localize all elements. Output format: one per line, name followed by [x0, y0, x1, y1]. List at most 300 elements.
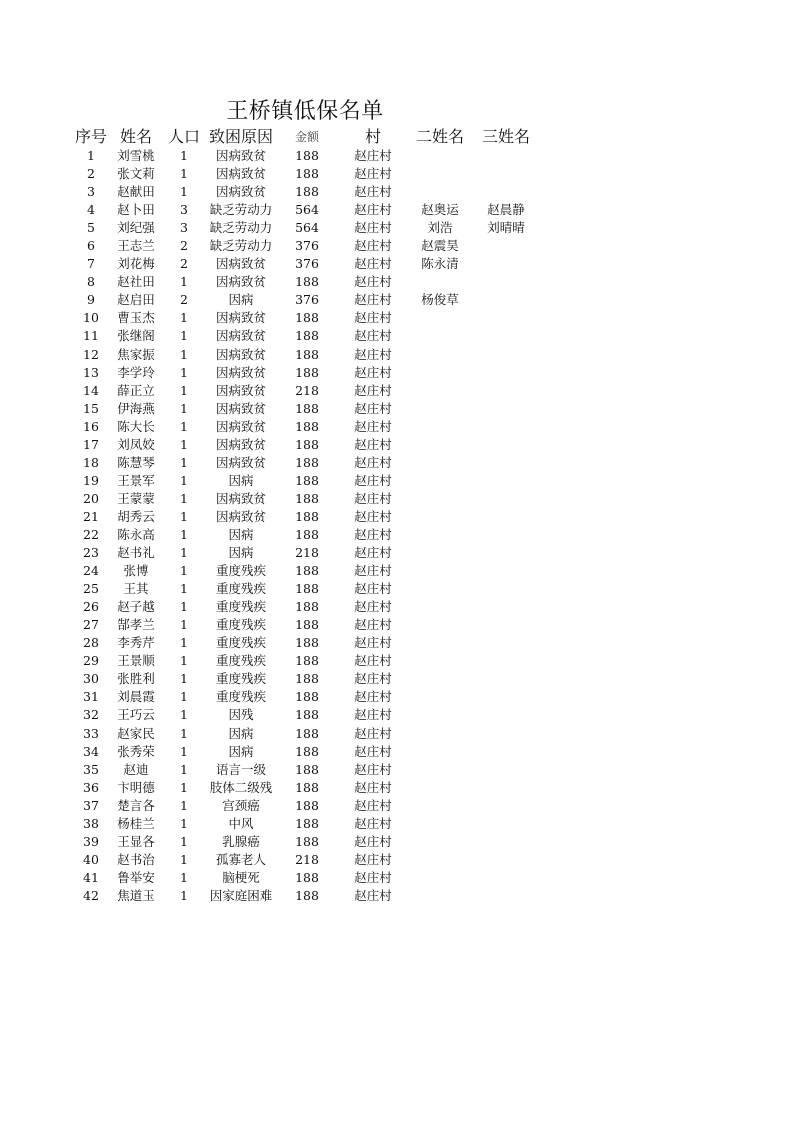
cell-name: 张秀荣	[117, 743, 155, 759]
cell-amount: 188	[295, 581, 319, 597]
cell-no: 17	[83, 436, 99, 452]
cell-no: 10	[83, 310, 99, 326]
cell-amount: 188	[295, 346, 319, 362]
cell-village: 赵庄村	[354, 148, 392, 163]
cell-no: 16	[83, 418, 99, 434]
cell-reason: 中风	[228, 815, 254, 831]
cell-village: 赵庄村	[354, 526, 392, 542]
cell-village: 赵庄村	[354, 238, 392, 254]
cell-no: 38	[83, 815, 99, 831]
cell-amount: 188	[295, 761, 319, 777]
cell-name2: 赵奥运	[421, 202, 459, 218]
cell-amount: 188	[295, 671, 319, 687]
cell-amount: 188	[295, 148, 319, 163]
cell-reason: 因病致贫	[215, 310, 266, 326]
cell-amount: 188	[295, 508, 319, 524]
cell-no: 35	[83, 761, 99, 777]
table-row	[0, 309, 793, 327]
table-row	[0, 327, 793, 345]
cell-amount: 188	[295, 563, 319, 579]
cell-village: 赵庄村	[354, 851, 392, 867]
cell-village: 赵庄村	[354, 472, 392, 488]
table-row	[0, 544, 793, 562]
cell-pop: 1	[180, 797, 188, 813]
cell-amount: 188	[295, 184, 319, 200]
cell-name: 陈永高	[117, 526, 155, 542]
table-row	[0, 670, 793, 688]
cell-name: 卞明德	[117, 779, 155, 795]
cell-pop: 1	[180, 382, 188, 398]
cell-no: 5	[87, 220, 95, 236]
cell-name: 陈大长	[117, 418, 155, 434]
cell-village: 赵庄村	[354, 635, 392, 651]
table-row	[0, 706, 793, 724]
cell-name: 楚言各	[117, 797, 155, 813]
cell-amount: 188	[295, 653, 319, 669]
table-row	[0, 364, 793, 382]
cell-pop: 1	[180, 581, 188, 597]
table-header	[0, 126, 793, 148]
cell-no: 3	[87, 184, 95, 200]
header-amount: 金额	[294, 130, 319, 144]
header-name: 姓名	[119, 127, 152, 146]
cell-name: 张文莉	[117, 166, 155, 182]
header-no: 序号	[74, 127, 107, 146]
header-pop: 人口	[167, 127, 200, 146]
cell-name: 王其	[123, 581, 149, 597]
cell-amount: 188	[295, 310, 319, 326]
cell-amount: 188	[295, 815, 319, 831]
cell-reason: 因病	[228, 743, 254, 759]
cell-name: 李学玲	[117, 364, 155, 380]
cell-amount: 218	[295, 545, 319, 561]
cell-no: 34	[83, 743, 99, 759]
cell-no: 4	[87, 202, 95, 218]
cell-no: 23	[83, 545, 99, 561]
cell-village: 赵庄村	[354, 815, 392, 831]
cell-reason: 重度残疾	[215, 653, 266, 669]
cell-no: 24	[83, 563, 99, 579]
table-row	[0, 346, 793, 364]
cell-pop: 1	[180, 887, 188, 903]
cell-reason: 缺乏劳动力	[209, 220, 273, 236]
table-row	[0, 490, 793, 508]
cell-reason: 因病致贫	[215, 490, 266, 506]
cell-village: 赵庄村	[354, 346, 392, 362]
cell-no: 15	[83, 400, 99, 416]
cell-amount: 188	[295, 689, 319, 705]
cell-name: 胡秀云	[117, 508, 155, 524]
cell-village: 赵庄村	[354, 653, 392, 669]
cell-reason: 因病	[228, 545, 254, 561]
cell-village: 赵庄村	[354, 581, 392, 597]
table-row	[0, 833, 793, 851]
cell-reason: 重度残疾	[215, 671, 266, 687]
table-row	[0, 688, 793, 706]
table-row	[0, 887, 793, 905]
cell-amount: 188	[295, 490, 319, 506]
cell-name: 赵家民	[117, 725, 155, 741]
cell-name: 李秀芹	[117, 635, 155, 651]
cell-pop: 1	[180, 274, 188, 290]
cell-village: 赵庄村	[354, 761, 392, 777]
cell-name: 赵书礼	[117, 545, 155, 561]
cell-village: 赵庄村	[354, 545, 392, 561]
cell-amount: 188	[295, 436, 319, 452]
cell-pop: 1	[180, 599, 188, 615]
cell-name: 张博	[123, 563, 149, 579]
cell-village: 赵庄村	[354, 725, 392, 741]
cell-no: 25	[83, 581, 99, 597]
cell-reason: 语言一级	[215, 761, 266, 777]
cell-village: 赵庄村	[354, 833, 392, 849]
cell-no: 9	[87, 292, 95, 308]
cell-name2: 赵震昊	[421, 238, 459, 254]
cell-amount: 376	[295, 238, 319, 254]
cell-pop: 1	[180, 328, 188, 344]
cell-reason: 因病	[228, 526, 254, 542]
cell-reason: 脑梗死	[222, 869, 260, 885]
cell-no: 40	[83, 851, 99, 867]
cell-village: 赵庄村	[354, 617, 392, 633]
cell-amount: 188	[295, 526, 319, 542]
cell-no: 32	[83, 707, 99, 723]
cell-no: 19	[83, 472, 99, 488]
cell-name: 赵迪	[123, 761, 149, 777]
cell-pop: 1	[180, 671, 188, 687]
table-row	[0, 418, 793, 436]
cell-amount: 188	[295, 328, 319, 344]
cell-name: 王显各	[117, 833, 155, 849]
cell-reason: 因病	[228, 472, 254, 488]
cell-amount: 218	[295, 382, 319, 398]
cell-pop: 3	[180, 202, 188, 218]
table-row	[0, 382, 793, 400]
cell-name: 郜孝兰	[117, 617, 155, 633]
cell-pop: 1	[180, 689, 188, 705]
cell-amount: 188	[295, 454, 319, 470]
cell-amount: 188	[295, 400, 319, 416]
header-reason: 致困原因	[208, 127, 273, 146]
cell-amount: 376	[295, 292, 319, 308]
cell-pop: 1	[180, 869, 188, 885]
cell-pop: 1	[180, 364, 188, 380]
cell-name: 刘花梅	[117, 256, 155, 272]
table-row	[0, 580, 793, 598]
cell-reason: 孤寡老人	[215, 851, 266, 867]
table-row	[0, 472, 793, 490]
cell-amount: 188	[295, 833, 319, 849]
cell-name: 杨桂兰	[117, 815, 155, 831]
cell-reason: 因病致贫	[215, 166, 266, 182]
cell-pop: 1	[180, 617, 188, 633]
cell-amount: 376	[295, 256, 319, 272]
cell-reason: 因病致贫	[215, 400, 266, 416]
cell-reason: 因病致贫	[215, 364, 266, 380]
cell-reason: 重度残疾	[215, 635, 266, 651]
cell-name: 刘晨霞	[117, 689, 155, 705]
cell-reason: 肢体二级残	[209, 779, 273, 795]
table-row	[0, 147, 793, 165]
cell-village: 赵庄村	[354, 563, 392, 579]
cell-amount: 188	[295, 617, 319, 633]
table-row	[0, 255, 793, 273]
cell-amount: 188	[295, 743, 319, 759]
cell-village: 赵庄村	[354, 436, 392, 452]
cell-name: 赵启田	[117, 292, 155, 308]
table-body	[0, 147, 793, 905]
cell-no: 28	[83, 635, 99, 651]
cell-name: 王志兰	[117, 238, 155, 254]
cell-name: 刘纪强	[117, 220, 155, 236]
table-row	[0, 165, 793, 183]
cell-pop: 1	[180, 743, 188, 759]
cell-pop: 1	[180, 707, 188, 723]
cell-amount: 188	[295, 364, 319, 380]
cell-name: 王巧云	[117, 707, 155, 723]
cell-name: 薛正立	[117, 382, 155, 398]
cell-village: 赵庄村	[354, 220, 392, 236]
cell-pop: 1	[180, 508, 188, 524]
cell-village: 赵庄村	[354, 743, 392, 759]
cell-amount: 188	[295, 887, 319, 903]
cell-pop: 1	[180, 761, 188, 777]
cell-no: 42	[83, 887, 99, 903]
cell-name: 陈慧琴	[117, 454, 155, 470]
cell-amount: 188	[295, 274, 319, 290]
cell-amount: 188	[295, 779, 319, 795]
cell-reason: 因病致贫	[215, 346, 266, 362]
table-row	[0, 436, 793, 454]
cell-village: 赵庄村	[354, 292, 392, 308]
cell-village: 赵庄村	[354, 869, 392, 885]
cell-name: 赵社田	[117, 274, 155, 290]
table-row	[0, 815, 793, 833]
cell-name: 伊海燕	[117, 400, 155, 416]
cell-village: 赵庄村	[354, 418, 392, 434]
cell-no: 41	[83, 869, 99, 885]
cell-reason: 因残	[228, 707, 254, 723]
cell-pop: 2	[180, 238, 188, 254]
table-row	[0, 273, 793, 291]
table-row	[0, 797, 793, 815]
cell-pop: 1	[180, 851, 188, 867]
cell-reason: 因病致贫	[215, 274, 266, 290]
cell-no: 36	[83, 779, 99, 795]
cell-reason: 因家庭困难	[209, 887, 273, 903]
cell-amount: 188	[295, 725, 319, 741]
table-row	[0, 761, 793, 779]
cell-name2: 刘浩	[427, 220, 453, 236]
cell-village: 赵庄村	[354, 671, 392, 687]
cell-pop: 1	[180, 526, 188, 542]
cell-pop: 1	[180, 779, 188, 795]
cell-name: 王蒙蒙	[117, 490, 155, 506]
cell-reason: 缺乏劳动力	[209, 202, 273, 218]
cell-name: 刘雪桃	[117, 148, 155, 163]
cell-pop: 1	[180, 454, 188, 470]
table-row	[0, 201, 793, 219]
cell-name: 赵书治	[117, 851, 155, 867]
cell-village: 赵庄村	[354, 328, 392, 344]
table-row	[0, 743, 793, 761]
cell-village: 赵庄村	[354, 202, 392, 218]
cell-name: 张继阁	[117, 328, 155, 344]
cell-village: 赵庄村	[354, 599, 392, 615]
cell-pop: 2	[180, 256, 188, 272]
cell-reason: 重度残疾	[215, 599, 266, 615]
header-name2: 二姓名	[415, 127, 464, 146]
cell-pop: 1	[180, 490, 188, 506]
cell-name: 鲁举安	[117, 869, 155, 885]
cell-reason: 缺乏劳动力	[209, 238, 273, 254]
cell-reason: 重度残疾	[215, 617, 266, 633]
cell-pop: 1	[180, 148, 188, 163]
cell-reason: 重度残疾	[215, 563, 266, 579]
cell-reason: 宫颈癌	[222, 797, 260, 813]
table-row	[0, 237, 793, 255]
cell-reason: 因病致贫	[215, 256, 266, 272]
table-row	[0, 508, 793, 526]
cell-reason: 因病致贫	[215, 454, 266, 470]
cell-village: 赵庄村	[354, 364, 392, 380]
header-village: 村	[364, 127, 381, 146]
table-row	[0, 779, 793, 797]
cell-name: 王景顺	[117, 653, 155, 669]
cell-name: 王景军	[117, 472, 155, 488]
table-row	[0, 526, 793, 544]
cell-pop: 1	[180, 184, 188, 200]
cell-name3: 刘晴晴	[487, 220, 525, 236]
cell-amount: 218	[295, 851, 319, 867]
cell-pop: 1	[180, 166, 188, 182]
table-row	[0, 400, 793, 418]
cell-pop: 1	[180, 563, 188, 579]
cell-amount: 188	[295, 869, 319, 885]
cell-village: 赵庄村	[354, 887, 392, 903]
cell-reason: 重度残疾	[215, 689, 266, 705]
cell-no: 14	[83, 382, 99, 398]
cell-no: 7	[87, 256, 95, 272]
table-row	[0, 616, 793, 634]
cell-village: 赵庄村	[354, 779, 392, 795]
cell-pop: 3	[180, 220, 188, 236]
cell-no: 1	[87, 148, 95, 163]
cell-pop: 1	[180, 418, 188, 434]
table-row	[0, 634, 793, 652]
cell-pop: 1	[180, 833, 188, 849]
cell-no: 30	[83, 671, 99, 687]
cell-no: 6	[87, 238, 95, 254]
cell-reason: 重度残疾	[215, 581, 266, 597]
cell-pop: 1	[180, 472, 188, 488]
cell-village: 赵庄村	[354, 689, 392, 705]
cell-no: 33	[83, 725, 99, 741]
cell-amount: 188	[295, 166, 319, 182]
cell-no: 20	[83, 490, 99, 506]
cell-village: 赵庄村	[354, 490, 392, 506]
cell-pop: 1	[180, 545, 188, 561]
cell-name2: 陈永清	[421, 256, 459, 272]
table-row	[0, 454, 793, 472]
cell-reason: 因病致贫	[215, 418, 266, 434]
cell-amount: 564	[295, 202, 319, 218]
cell-no: 31	[83, 689, 99, 705]
cell-no: 27	[83, 617, 99, 633]
cell-name3: 赵晨静	[487, 202, 525, 218]
cell-village: 赵庄村	[354, 184, 392, 200]
cell-village: 赵庄村	[354, 274, 392, 290]
cell-village: 赵庄村	[354, 382, 392, 398]
cell-no: 29	[83, 653, 99, 669]
cell-pop: 1	[180, 346, 188, 362]
cell-name2: 杨俊草	[421, 292, 459, 308]
table-row	[0, 183, 793, 201]
header-name3: 三姓名	[481, 127, 530, 146]
cell-no: 37	[83, 797, 99, 813]
cell-no: 13	[83, 364, 99, 380]
cell-name: 赵献田	[117, 184, 155, 200]
table-row	[0, 598, 793, 616]
table-row	[0, 291, 793, 309]
cell-no: 22	[83, 526, 99, 542]
cell-no: 26	[83, 599, 99, 615]
cell-reason: 因病致贫	[215, 436, 266, 452]
cell-amount: 188	[295, 635, 319, 651]
cell-no: 18	[83, 454, 99, 470]
cell-name: 张胜利	[117, 671, 155, 687]
cell-amount: 188	[295, 707, 319, 723]
cell-village: 赵庄村	[354, 508, 392, 524]
cell-amount: 564	[295, 220, 319, 236]
cell-pop: 1	[180, 635, 188, 651]
table-row	[0, 652, 793, 670]
cell-amount: 188	[295, 797, 319, 813]
cell-pop: 1	[180, 310, 188, 326]
cell-reason: 因病	[228, 725, 254, 741]
cell-no: 2	[87, 166, 95, 182]
cell-village: 赵庄村	[354, 707, 392, 723]
cell-pop: 1	[180, 815, 188, 831]
cell-reason: 因病致贫	[215, 328, 266, 344]
cell-reason: 因病致贫	[215, 184, 266, 200]
cell-pop: 1	[180, 653, 188, 669]
cell-amount: 188	[295, 472, 319, 488]
page-title: 王桥镇低保名单	[226, 99, 384, 124]
cell-name: 焦家振	[117, 346, 155, 362]
cell-reason: 因病致贫	[215, 508, 266, 524]
cell-village: 赵庄村	[354, 310, 392, 326]
cell-reason: 乳腺癌	[222, 833, 260, 849]
cell-no: 39	[83, 833, 99, 849]
table-row	[0, 725, 793, 743]
cell-village: 赵庄村	[354, 256, 392, 272]
cell-reason: 因病致贫	[215, 148, 266, 163]
cell-name: 刘凤姣	[117, 436, 155, 452]
table-row	[0, 219, 793, 237]
table-row	[0, 562, 793, 580]
cell-amount: 188	[295, 418, 319, 434]
cell-amount: 188	[295, 599, 319, 615]
cell-no: 21	[83, 508, 99, 524]
cell-pop: 1	[180, 725, 188, 741]
table-row	[0, 869, 793, 887]
cell-name: 赵子越	[117, 599, 155, 615]
table-row	[0, 851, 793, 869]
cell-no: 12	[83, 346, 99, 362]
cell-reason: 因病致贫	[215, 382, 266, 398]
cell-pop: 2	[180, 292, 188, 308]
